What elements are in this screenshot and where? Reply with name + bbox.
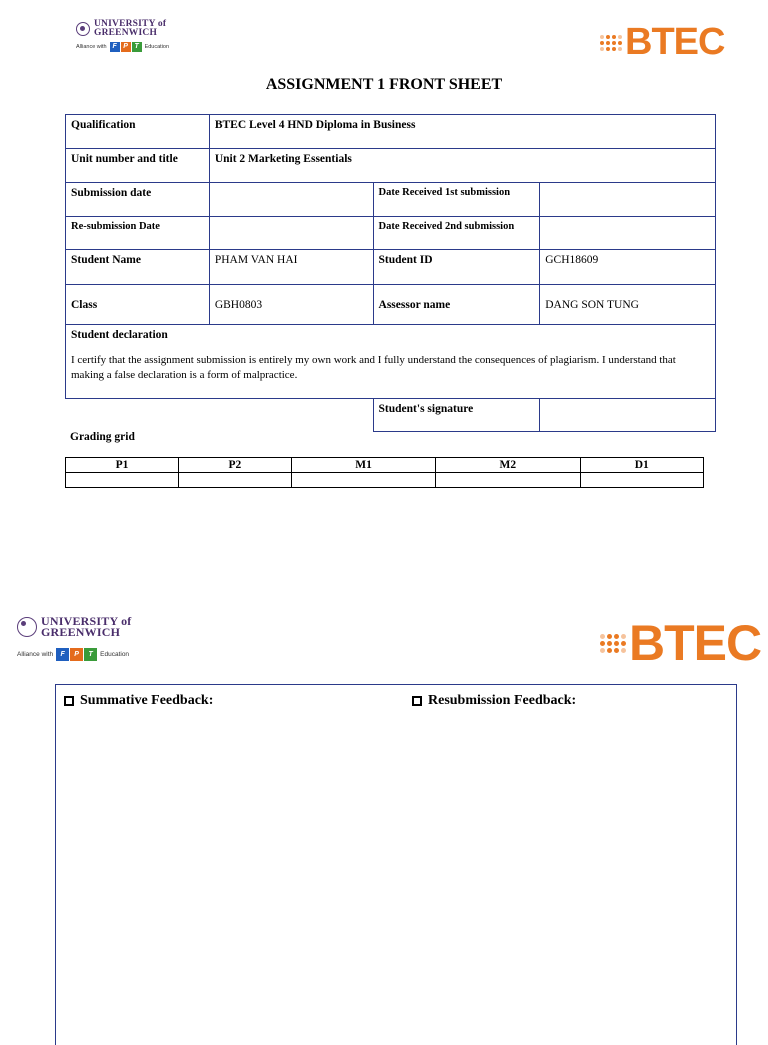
page-title: ASSIGNMENT 1 FRONT SHEET — [265, 76, 503, 93]
university-name-line1: UNIVERSITY of — [41, 614, 132, 628]
date-received-1-field[interactable] — [540, 183, 716, 217]
fpt-letter-p: P — [121, 42, 131, 52]
grading-grid-label: Grading grid — [70, 431, 135, 443]
student-name-value: PHAM VAN HAI — [209, 250, 373, 285]
university-crest-icon — [76, 22, 90, 36]
fpt-logo — [56, 648, 97, 661]
class-value: GBH0803 — [209, 285, 373, 325]
unit-label: Unit number and title — [66, 149, 210, 183]
grade-header-m2: M2 — [436, 458, 580, 473]
unit-value: Unit 2 Marketing Essentials — [209, 149, 715, 183]
signature-field[interactable] — [540, 399, 716, 432]
student-name-label: Student Name — [66, 250, 210, 285]
date-received-2-field[interactable] — [540, 217, 716, 250]
grade-header-m1: M1 — [291, 458, 435, 473]
alliance-line — [17, 648, 132, 661]
summative-feedback-label: Summative Feedback: — [80, 693, 214, 708]
btec-logo — [600, 21, 724, 64]
grade-cell-p2[interactable] — [178, 473, 291, 488]
student-id-label: Student ID — [373, 250, 540, 285]
alliance-prefix: Alliance with — [76, 44, 107, 50]
resubmission-feedback-label: Resubmission Feedback: — [428, 693, 577, 708]
feedback-box — [55, 684, 737, 1045]
alliance-suffix: Education — [100, 651, 130, 658]
alliance-suffix: Education — [144, 44, 170, 50]
checkbox-icon[interactable] — [412, 696, 422, 706]
university-logo — [76, 20, 169, 52]
university-name-line2: GREENWICH — [94, 28, 158, 38]
grading-grid — [65, 457, 704, 488]
grade-cell-m2[interactable] — [436, 473, 580, 488]
grade-header-p1: P1 — [66, 458, 179, 473]
fpt-logo — [110, 42, 142, 52]
class-label: Class — [66, 285, 210, 325]
btec-dots-icon — [600, 35, 622, 51]
student-id-value: GCH18609 — [540, 250, 716, 285]
signature-spacer — [66, 399, 374, 432]
btec-logo-page2 — [600, 614, 761, 672]
submission-date-label: Submission date — [66, 183, 210, 217]
qualification-label: Qualification — [66, 115, 210, 149]
front-sheet-table — [65, 114, 716, 432]
signature-label: Student's signature — [373, 399, 540, 432]
fpt-letter-t: T — [84, 648, 97, 661]
grade-cell-d1[interactable] — [580, 473, 704, 488]
btec-dots-icon — [600, 634, 626, 653]
resubmission-feedback-option[interactable] — [412, 693, 576, 709]
university-name-line2: GREENWICH — [41, 625, 121, 639]
date-received-1-label: Date Received 1st submission — [373, 183, 540, 217]
declaration-cell — [66, 325, 716, 399]
checkbox-icon[interactable] — [64, 696, 74, 706]
assessor-value: DANG SON TUNG — [540, 285, 716, 325]
resubmission-date-label: Re-submission Date — [66, 217, 210, 250]
submission-date-field[interactable] — [209, 183, 373, 217]
grade-cell-m1[interactable] — [291, 473, 435, 488]
grade-header-p2: P2 — [178, 458, 291, 473]
assessor-label: Assessor name — [373, 285, 540, 325]
summative-feedback-option[interactable] — [64, 693, 213, 709]
qualification-value: BTEC Level 4 HND Diploma in Business — [209, 115, 715, 149]
date-received-2-label: Date Received 2nd submission — [373, 217, 540, 250]
alliance-prefix: Alliance with — [17, 651, 54, 658]
grade-cell-p1[interactable] — [66, 473, 179, 488]
fpt-letter-f: F — [56, 648, 69, 661]
fpt-letter-p: P — [70, 648, 83, 661]
university-logo-page2 — [17, 616, 132, 661]
fpt-letter-t: T — [132, 42, 142, 52]
fpt-letter-f: F — [110, 42, 120, 52]
alliance-line — [76, 42, 169, 52]
grade-header-d1: D1 — [580, 458, 704, 473]
resubmission-date-field[interactable] — [209, 217, 373, 250]
btec-wordmark: BTEC — [625, 21, 725, 63]
declaration-text: I certify that the assignment submission is entirely my own work and I fully understand the consequences of plagiarism. I understand that making a false declaration is a form of malpractice. — [71, 354, 676, 381]
btec-wordmark: BTEC — [629, 615, 762, 671]
university-crest-icon — [17, 617, 37, 637]
declaration-heading: Student declaration — [71, 329, 168, 341]
university-name-line1: UNIVERSITY of — [94, 19, 167, 29]
